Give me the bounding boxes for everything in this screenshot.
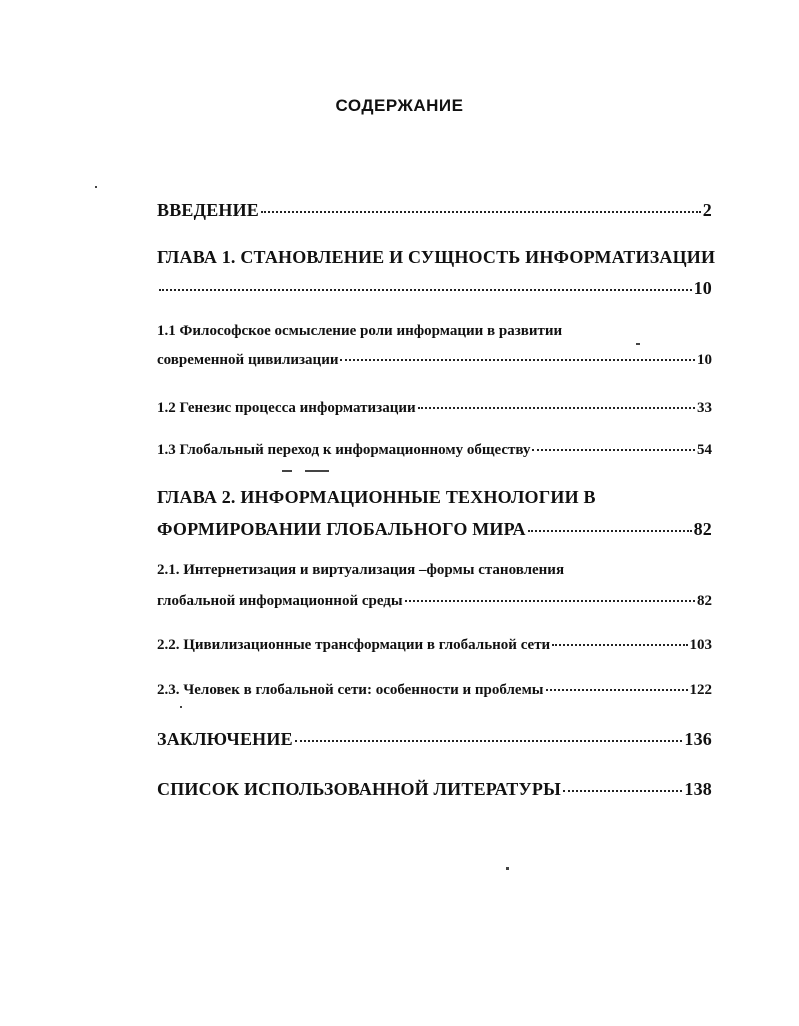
toc-label: ГЛАВА 2. ИНФОРМАЦИОННЫЕ ТЕХНОЛОГИИ В — [157, 487, 596, 507]
scan-artifact — [636, 343, 640, 345]
toc-label: ГЛАВА 1. СТАНОВЛЕНИЕ И СУЩНОСТЬ ИНФОРМАТИЗАЦИИ — [157, 247, 716, 267]
scan-artifact — [305, 470, 329, 472]
toc-label: 1.3 Глобальный переход к информационному обществу — [157, 442, 531, 458]
scan-artifact — [180, 706, 182, 708]
dot-leader — [261, 198, 701, 216]
toc-entry-chapter-1[interactable] — [157, 247, 716, 299]
toc-page-number: 2 — [702, 200, 712, 220]
toc-entry-conclusion[interactable] — [157, 727, 712, 750]
dot-leader — [528, 517, 692, 535]
dot-leader — [418, 397, 695, 412]
dot-leader — [405, 590, 695, 605]
page-title: СОДЕРЖАНИЕ — [335, 96, 464, 115]
toc-label: СПИСОК ИСПОЛЬЗОВАННОЙ ЛИТЕРАТУРЫ — [157, 779, 561, 799]
toc-label-continued: современной цивилизации — [157, 352, 339, 368]
dot-leader — [340, 349, 695, 364]
dot-leader — [563, 777, 682, 795]
toc-label: 2.2. Цивилизационные трансформации в глобальной сети — [157, 637, 551, 653]
toc-label: ЗАКЛЮЧЕНИЕ — [157, 729, 293, 749]
toc-entry-references[interactable] — [157, 777, 712, 800]
dot-leader — [159, 276, 692, 294]
toc-entry-section-2-1[interactable] — [157, 562, 712, 610]
toc-entry-section-1-3[interactable] — [157, 439, 712, 459]
toc-page-number: 10 — [693, 278, 712, 298]
toc-entry-chapter-2[interactable] — [157, 487, 712, 540]
scan-artifact — [506, 867, 509, 870]
toc-label: 1.2 Генезис процесса информатизации — [157, 400, 416, 416]
toc-page-number: 122 — [689, 682, 712, 698]
toc-label-continued: глобальной информационной среды — [157, 593, 403, 609]
toc-entry-section-1-1[interactable] — [157, 323, 712, 369]
toc-label: ВВЕДЕНИЕ — [157, 200, 260, 220]
toc-page-number: 33 — [697, 400, 712, 416]
toc-page-number: 10 — [697, 352, 712, 368]
dot-leader — [532, 439, 695, 454]
toc-label: 2.3. Человек в глобальной сети: особенности и проблемы — [157, 682, 544, 698]
toc-label: 1.1 Философское осмысление роли информации в развитии — [157, 323, 563, 339]
toc-label-continued: ФОРМИРОВАНИИ ГЛОБАЛЬНОГО МИРА — [157, 519, 526, 539]
toc-page-number: 103 — [689, 637, 712, 653]
toc-entry-section-1-2[interactable] — [157, 397, 712, 417]
toc-page-number: 138 — [684, 779, 712, 799]
dot-leader — [546, 679, 688, 694]
toc-page-number: 82 — [697, 593, 712, 609]
scan-artifact — [282, 470, 292, 472]
dot-leader — [552, 634, 687, 649]
toc-entry-intro[interactable] — [157, 198, 712, 221]
toc-entry-section-2-2[interactable] — [157, 634, 712, 654]
toc-label: 2.1. Интернетизация и виртуализация –формы становления — [157, 562, 565, 578]
scan-artifact — [95, 186, 97, 188]
dot-leader — [295, 727, 683, 745]
toc-page-number: 54 — [697, 442, 712, 458]
toc-page-number: 136 — [684, 729, 712, 749]
toc-page-number: 82 — [693, 519, 712, 539]
toc-entry-section-2-3[interactable] — [157, 679, 712, 699]
